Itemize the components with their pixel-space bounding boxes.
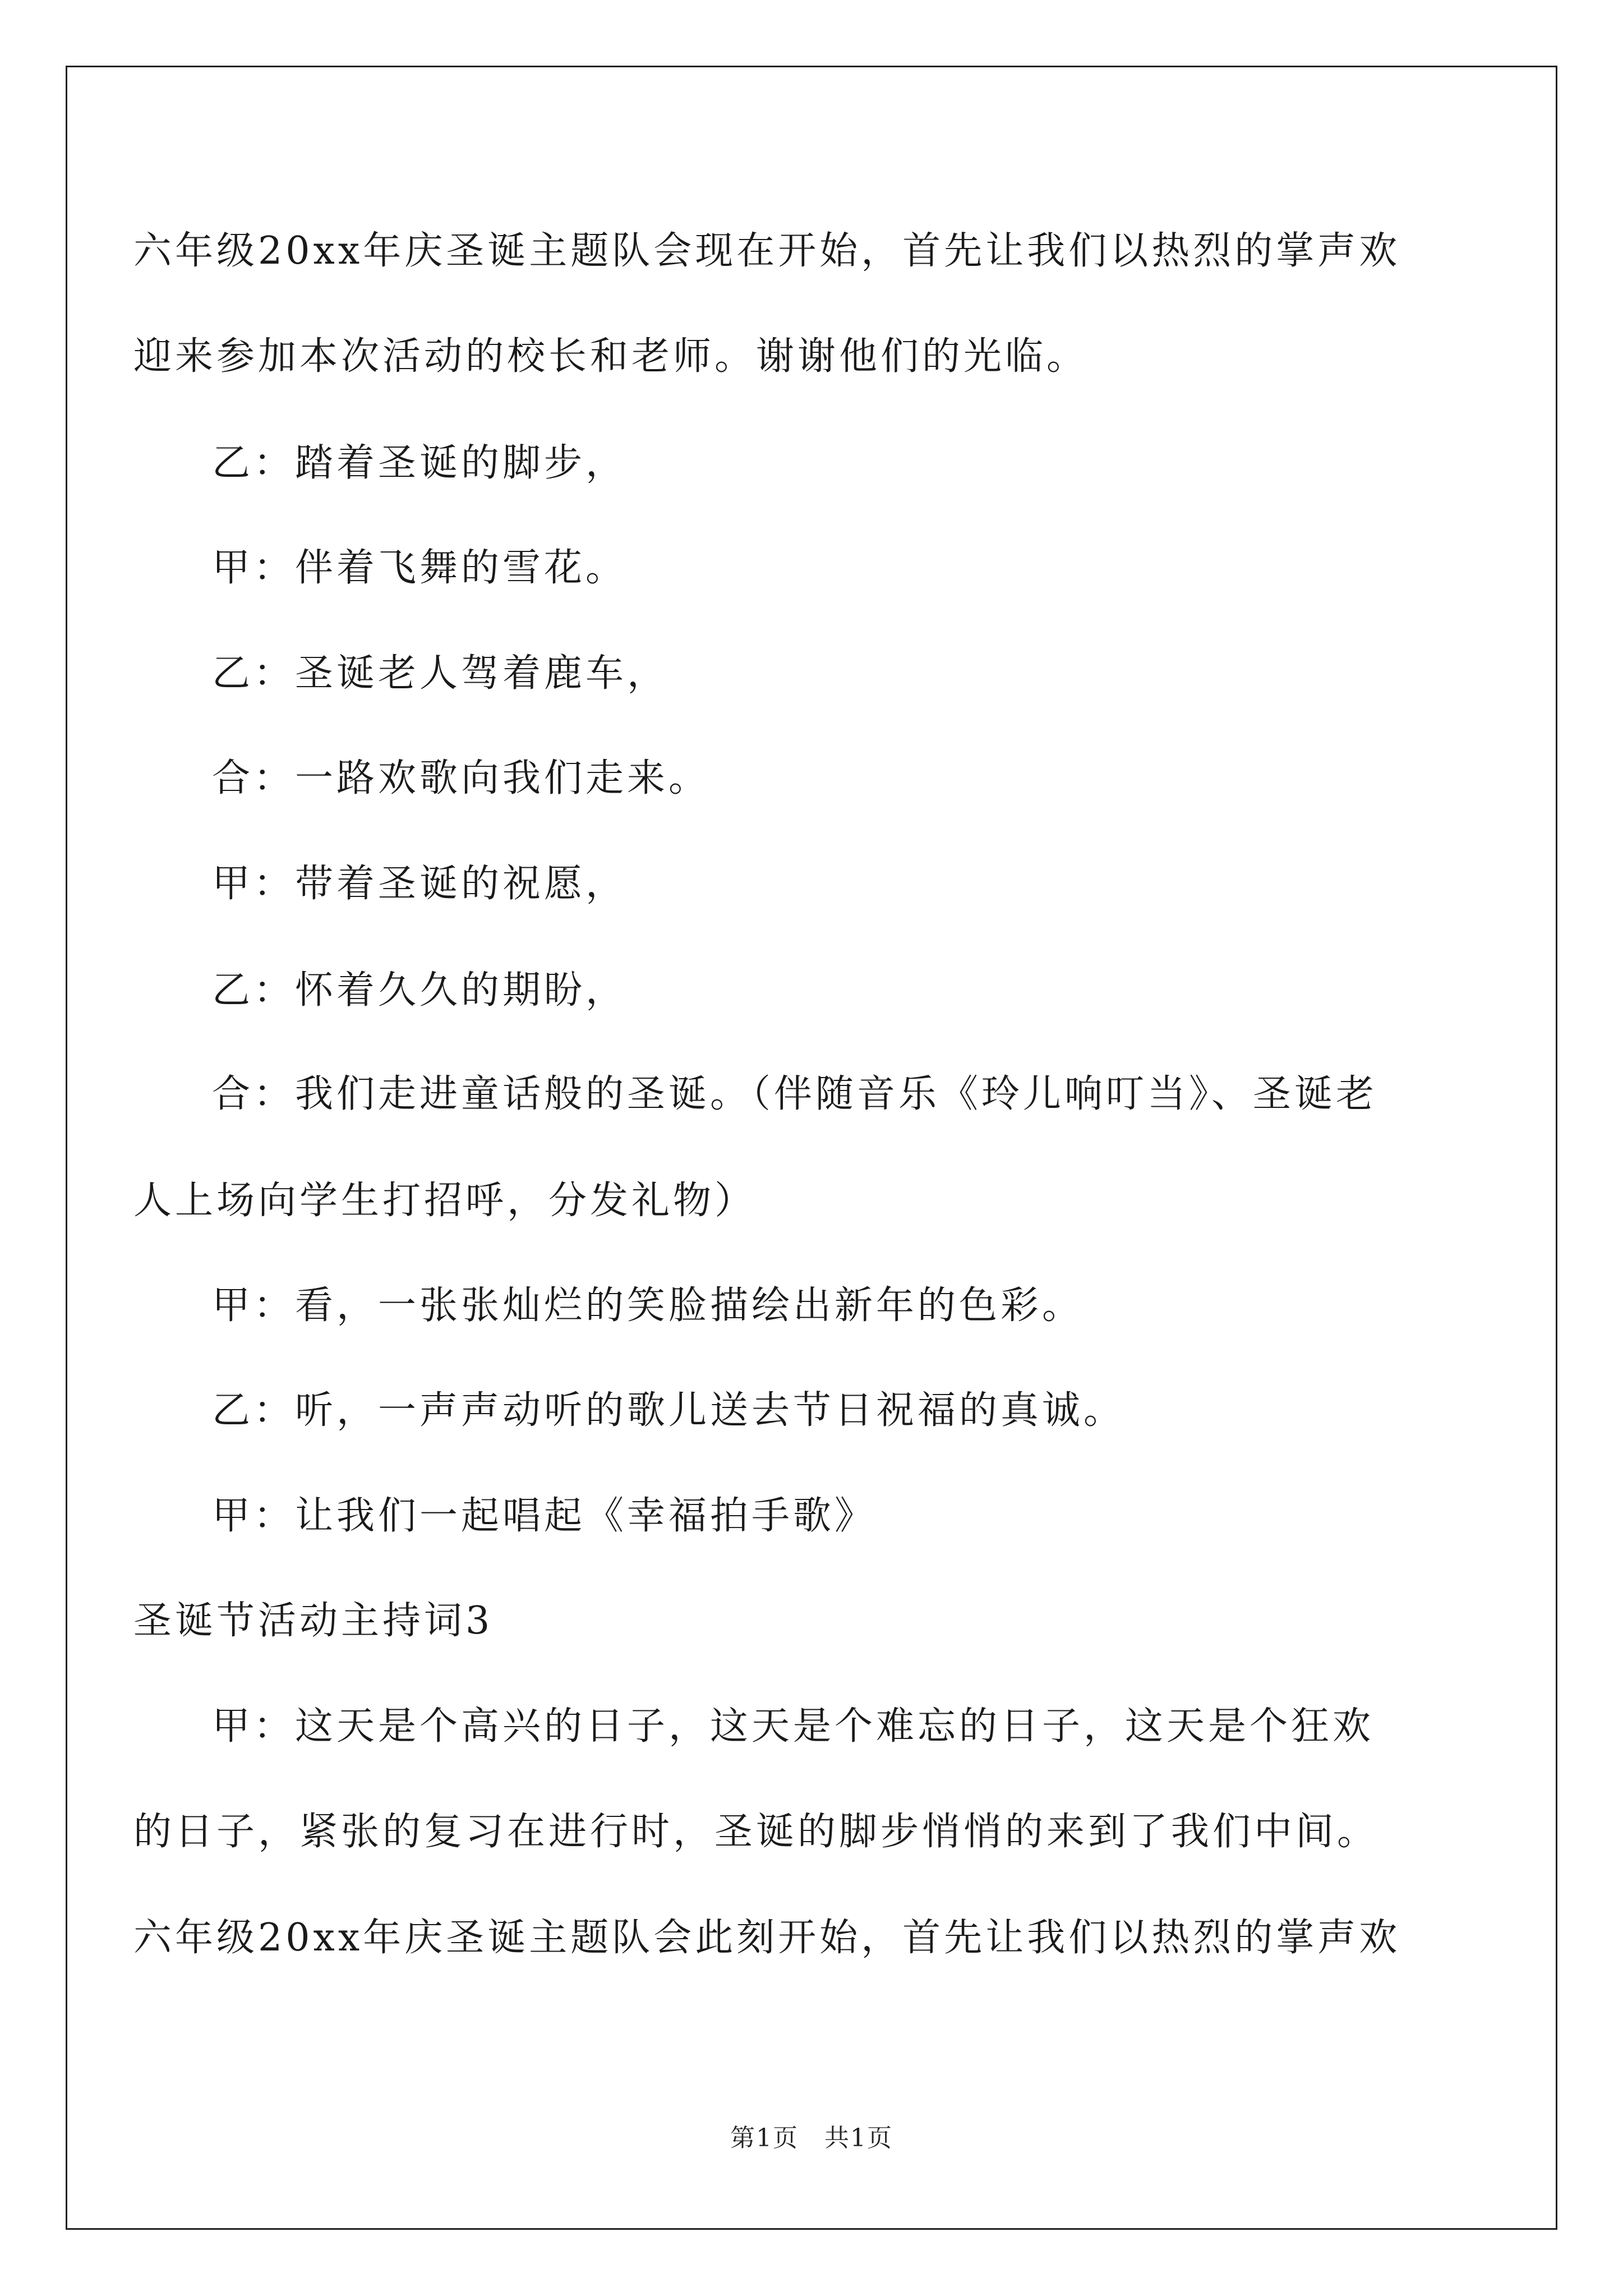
section-heading: 圣诞节活动主持词3 [133,1599,494,1643]
dialogue-line: 合：一路欢歌向我们走来。 [212,756,711,800]
paragraph-line: 六年级20xx年庆圣诞主题队会此刻开始，首先让我们以热烈的掌声欢 [133,1916,1401,1960]
page-border [66,66,1557,2230]
page-number: 第1页 共1页 [730,2124,893,2152]
dialogue-line: 乙：踏着圣诞的脚步， [212,441,628,485]
dialogue-line: 甲：这天是个高兴的日子，这天是个难忘的日子，这天是个狂欢 [212,1704,1375,1749]
dialogue-line: 甲：看，一张张灿烂的笑脸描绘出新年的色彩。 [212,1283,1084,1328]
paragraph-line: 的日子，紧张的复习在进行时，圣诞的脚步悄悄的来到了我们中间。 [133,1810,1379,1854]
paragraph-line: 迎来参加本次活动的校长和老师。谢谢他们的光临。 [133,334,1089,379]
dialogue-line: 甲：伴着飞舞的雪花。 [212,546,628,590]
dialogue-line: 甲：让我们一起唱起《幸福拍手歌》 [212,1494,877,1538]
dialogue-line: 甲：带着圣诞的祝愿， [212,862,628,906]
paragraph-line: 人上场向学生打招呼，分发礼物） [133,1179,757,1223]
dialogue-line: 合：我们走进童话般的圣诞。（伴随音乐《玲儿响叮当》、圣诞老 [212,1072,1378,1116]
dialogue-line: 乙：听，一声声动听的歌儿送去节日祝福的真诚。 [212,1388,1126,1433]
dialogue-line: 乙：圣诞老人驾着鹿车， [212,651,669,696]
paragraph-line: 六年级20xx年庆圣诞主题队会现在开始，首先让我们以热烈的掌声欢 [133,229,1401,273]
dialogue-line: 乙：怀着久久的期盼， [212,968,628,1013]
